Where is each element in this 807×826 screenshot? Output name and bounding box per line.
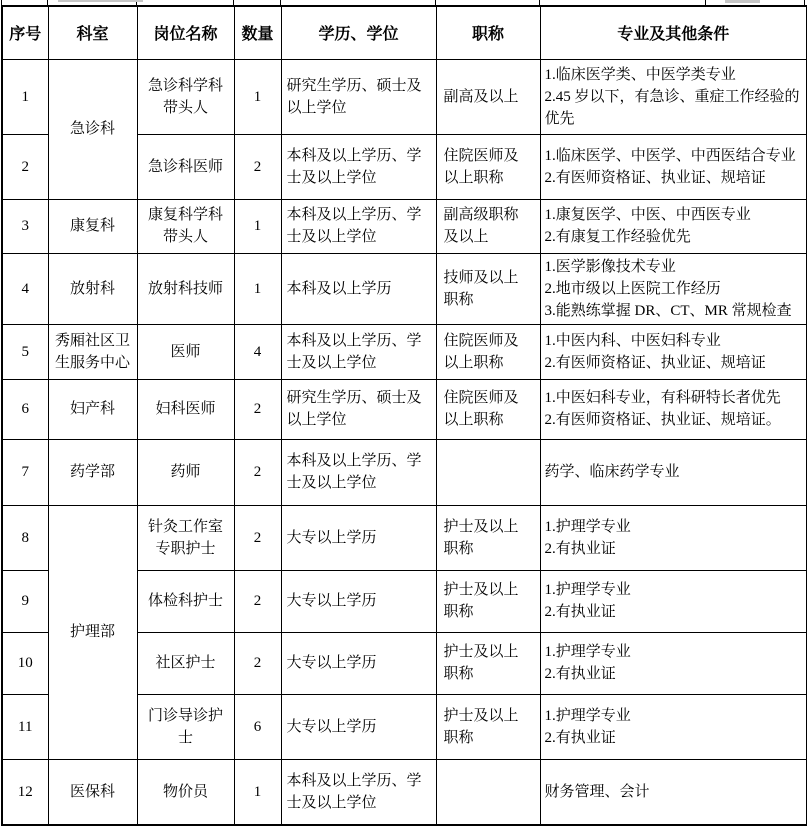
cell-no: 2 <box>2 134 48 199</box>
cell-conditions <box>540 379 807 439</box>
cell-education: 大专以上学历 <box>281 570 436 632</box>
cell-conditions <box>540 759 807 825</box>
cell-dept: 妇产科 <box>48 379 137 439</box>
condition-line: 1.临床医学、中医学、中西医结合专业 <box>544 147 796 164</box>
header-no: 序号 <box>2 6 48 59</box>
cell-dept: 康复科 <box>48 199 137 253</box>
table-row <box>2 759 807 825</box>
condition-line: 2.有医师资格证、执业证、规培证 <box>544 354 766 371</box>
cell-count: 1 <box>234 199 281 253</box>
condition-line: 1.中医妇科专业，有科研特长者优先 <box>544 390 781 406</box>
cell-conditions <box>540 134 807 199</box>
condition-line: 1.护理学专业 <box>544 518 631 535</box>
cell-dept: 护理部 <box>48 505 137 759</box>
cell-education: 本科及以上学历、学士及以上学位 <box>281 199 436 253</box>
cell-conditions <box>540 570 807 632</box>
cell-conditions <box>540 505 807 570</box>
condition-line: 2.有医师资格证、执业证、规培证 <box>544 169 766 186</box>
cell-position: 急诊科学科带头人 <box>137 59 234 134</box>
cell-position: 物价员 <box>137 759 234 825</box>
grid-line-tick <box>1 0 2 5</box>
condition-line: 1.护理学专业 <box>544 644 631 660</box>
condition-line: 药学、临床药学专业 <box>544 464 680 480</box>
condition-line: 1.中医内科、中医妇科专业 <box>544 332 721 349</box>
cell-count: 2 <box>234 439 281 505</box>
cell-title: 护士及以上职称 <box>436 505 540 570</box>
grid-line-tick <box>233 0 234 5</box>
cell-title: 护士及以上职称 <box>436 570 540 632</box>
cell-conditions <box>540 59 807 134</box>
cell-title: 护士及以上职称 <box>436 632 540 694</box>
grid-line-tick <box>280 0 281 5</box>
cell-dept: 医保科 <box>48 759 137 825</box>
condition-line: 2.有执业证 <box>544 604 616 620</box>
table-row <box>2 379 807 439</box>
cell-count: 6 <box>234 694 281 759</box>
cell-title <box>436 759 540 825</box>
cell-position: 急诊科医师 <box>137 134 234 199</box>
cell-count: 1 <box>234 253 281 324</box>
cell-position: 康复科学科带头人 <box>137 199 234 253</box>
condition-line: 2.有康复工作经验优先 <box>544 229 691 245</box>
cell-count: 1 <box>234 759 281 825</box>
condition-line: 财务管理、会计 <box>544 783 650 800</box>
cell-no: 5 <box>2 324 48 379</box>
cell-conditions <box>540 253 807 324</box>
condition-line: 2.有执业证 <box>544 666 616 682</box>
cell-count: 4 <box>234 324 281 379</box>
gray-smudge <box>725 0 760 3</box>
cell-position: 社区护士 <box>137 632 234 694</box>
cell-conditions <box>540 324 807 379</box>
table-row <box>2 253 807 324</box>
cell-no: 7 <box>2 439 48 505</box>
header-position: 岗位名称 <box>137 6 234 59</box>
header-row <box>2 6 807 59</box>
cell-no: 11 <box>2 694 48 759</box>
cell-no: 12 <box>2 759 48 825</box>
cell-count: 2 <box>234 134 281 199</box>
cell-conditions <box>540 439 807 505</box>
cell-education: 本科及以上学历、学士及以上学位 <box>281 324 436 379</box>
cell-conditions <box>540 694 807 759</box>
cell-conditions <box>540 199 807 253</box>
cell-dept: 放射科 <box>48 253 137 324</box>
condition-line: 2.有执业证 <box>544 540 616 557</box>
cell-count: 2 <box>234 570 281 632</box>
header-count: 数量 <box>234 6 281 59</box>
grid-line-tick <box>705 0 706 5</box>
cropped-row-artifact <box>0 0 807 5</box>
gray-smudge <box>58 0 143 2</box>
cell-education: 研究生学历、硕士及以上学位 <box>281 59 436 134</box>
header-dept: 科室 <box>48 6 137 59</box>
condition-line: 1.临床医学类、中医学类专业 <box>544 66 736 83</box>
grid-line-tick <box>539 0 540 5</box>
cell-dept: 秀厢社区卫生服务中心 <box>48 324 137 379</box>
cell-title: 护士及以上职称 <box>436 694 540 759</box>
cell-position: 体检科护士 <box>137 570 234 632</box>
cell-education: 本科及以上学历 <box>281 253 436 324</box>
cell-dept: 药学部 <box>48 439 137 505</box>
cell-count: 2 <box>234 505 281 570</box>
recruitment-table <box>1 5 807 826</box>
cell-no: 9 <box>2 570 48 632</box>
condition-line: 2.有医师资格证、执业证、规培证。 <box>544 412 781 428</box>
cell-count: 2 <box>234 632 281 694</box>
cell-title: 副高级职称及以上 <box>436 199 540 253</box>
cell-title <box>436 439 540 505</box>
cell-education: 大专以上学历 <box>281 505 436 570</box>
cell-title: 住院医师及以上职称 <box>436 379 540 439</box>
cell-no: 8 <box>2 505 48 570</box>
cell-education: 大专以上学历 <box>281 694 436 759</box>
table-row <box>2 59 807 134</box>
cell-no: 10 <box>2 632 48 694</box>
grid-line-tick <box>47 0 48 5</box>
cell-no: 3 <box>2 199 48 253</box>
cell-position: 放射科技师 <box>137 253 234 324</box>
cell-education: 本科及以上学历、学士及以上学位 <box>281 134 436 199</box>
cell-title: 住院医师及以上职称 <box>436 324 540 379</box>
cell-position: 药师 <box>137 439 234 505</box>
condition-line: 2.45 岁以下，有急诊、重症工作经验的优先 <box>544 88 800 127</box>
grid-line-tick <box>804 0 805 5</box>
cell-count: 1 <box>234 59 281 134</box>
table-row <box>2 199 807 253</box>
condition-line: 3.能熟练掌握 DR、CT、MR 常规检查 <box>544 302 792 319</box>
cell-education: 大专以上学历 <box>281 632 436 694</box>
cell-conditions <box>540 632 807 694</box>
header-education: 学历、学位 <box>281 6 436 59</box>
cell-education: 研究生学历、硕士及以上学位 <box>281 379 436 439</box>
condition-line: 1.护理学专业 <box>544 582 631 598</box>
cell-count: 2 <box>234 379 281 439</box>
condition-line: 1.护理学专业 <box>544 707 631 724</box>
cell-dept: 急诊科 <box>48 59 137 199</box>
cell-title: 副高及以上 <box>436 59 540 134</box>
table-row <box>2 324 807 379</box>
grid-line-tick <box>435 0 436 5</box>
cell-education: 本科及以上学历、学士及以上学位 <box>281 759 436 825</box>
cell-position: 针灸工作室专职护士 <box>137 505 234 570</box>
condition-line: 1.康复医学、中医、中西医专业 <box>544 207 751 223</box>
cell-no: 6 <box>2 379 48 439</box>
condition-line: 2.地市级以上医院工作经历 <box>544 280 721 297</box>
header-title: 职称 <box>436 6 540 59</box>
condition-line: 1.医学影像技术专业 <box>544 258 676 275</box>
cell-title: 技师及以上职称 <box>436 253 540 324</box>
table-row <box>2 439 807 505</box>
header-conditions: 专业及其他条件 <box>540 6 807 59</box>
cell-no: 4 <box>2 253 48 324</box>
cell-education: 本科及以上学历、学士及以上学位 <box>281 439 436 505</box>
cell-position: 门诊导诊护士 <box>137 694 234 759</box>
table-row <box>2 505 807 570</box>
cell-title: 住院医师及以上职称 <box>436 134 540 199</box>
cell-position: 妇科医师 <box>137 379 234 439</box>
cell-position: 医师 <box>137 324 234 379</box>
condition-line: 2.有执业证 <box>544 729 616 746</box>
cell-no: 1 <box>2 59 48 134</box>
